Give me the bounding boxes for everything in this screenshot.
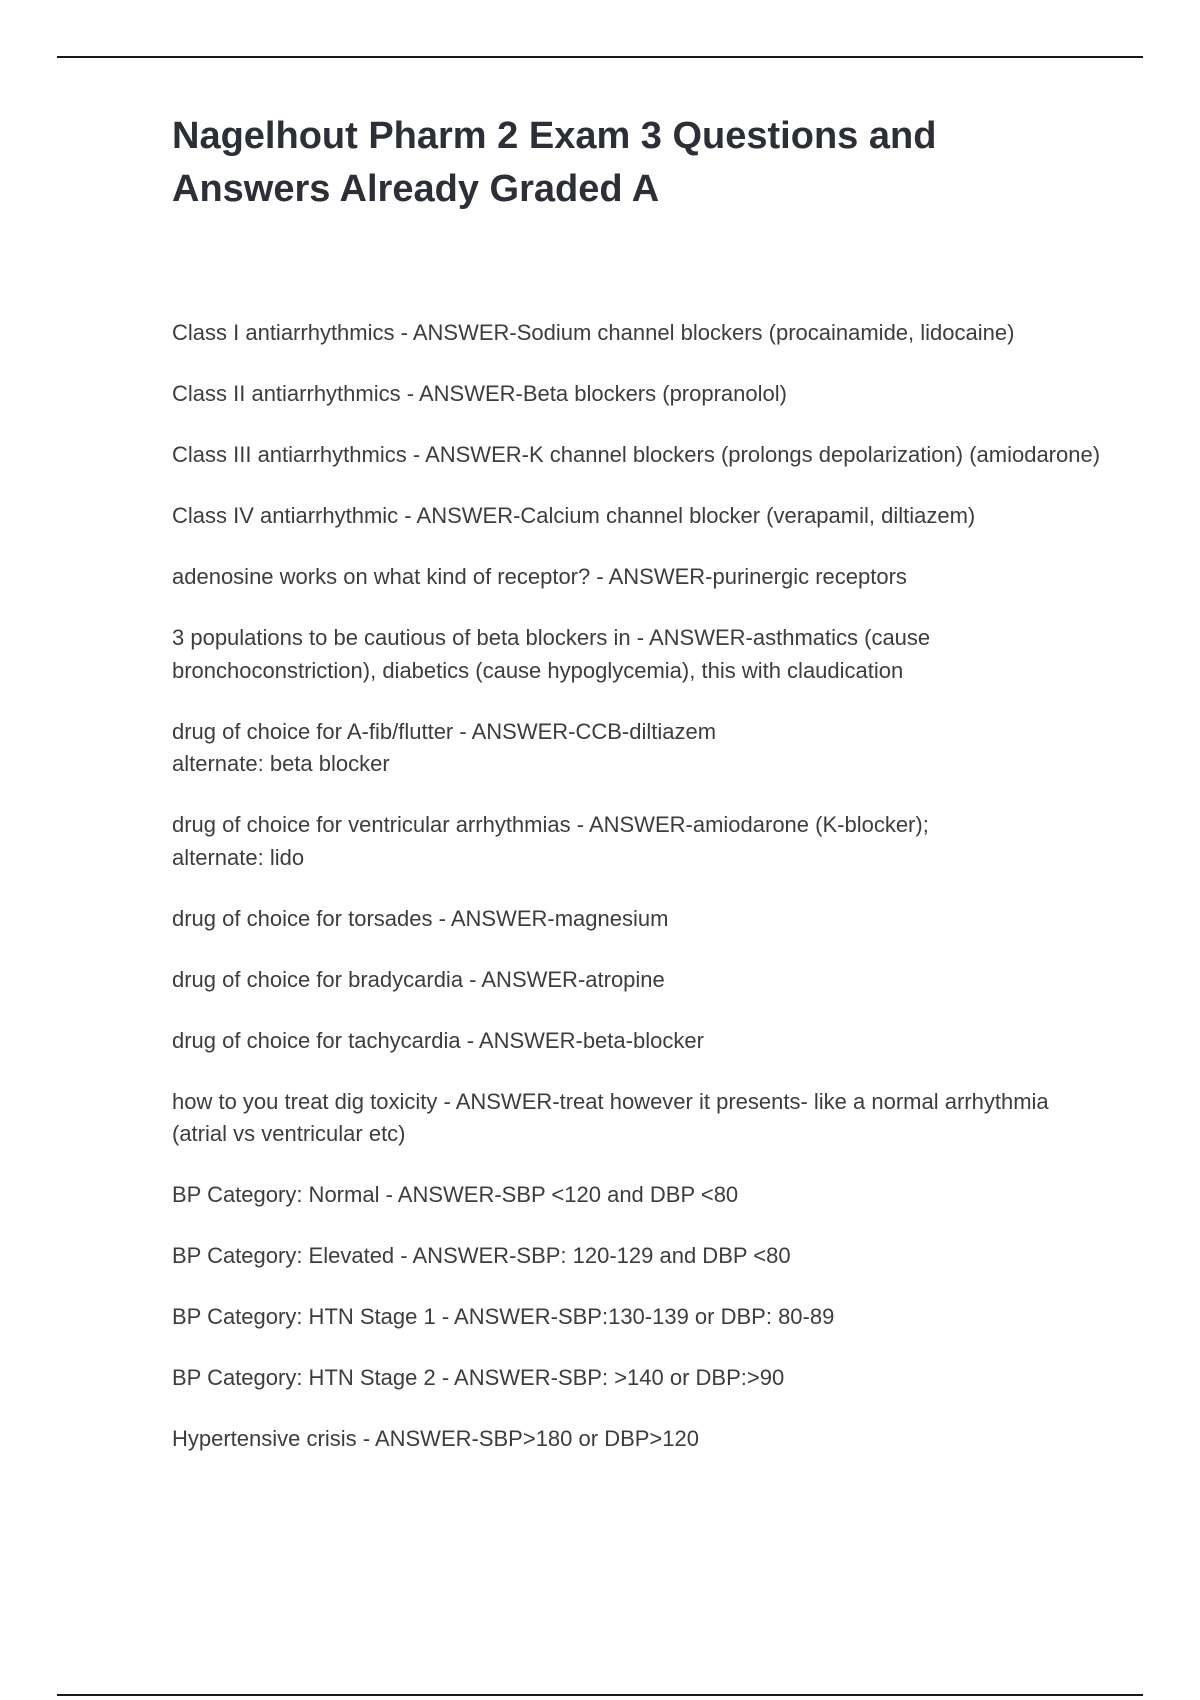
qa-item: BP Category: HTN Stage 1 - ANSWER-SBP:130-139 or DBP: 80-89: [172, 1304, 835, 1329]
qa-item: Class III antiarrhythmics - ANSWER-K channel blockers (prolongs depolarization) (amiodarone): [172, 442, 1101, 467]
qa-item: Class I antiarrhythmics - ANSWER-Sodium channel blockers (procainamide, lidocaine): [172, 320, 1015, 345]
qa-item: drug of choice for torsades - ANSWER-magnesium: [172, 905, 669, 931]
qa-item: 3 populations to be cautious of beta blockers in - ANSWER-asthmatics (cause bronchoconstriction), diabetics (cause hypoglycemia), this with claudication: [172, 625, 931, 683]
qa-item: drug of choice for A-fib/flutter - ANSWER-CCB-diltiazem alternate: beta blocker: [172, 718, 717, 776]
qa-item: BP Category: HTN Stage 2 - ANSWER-SBP: >140 or DBP:>90: [172, 1365, 785, 1390]
qa-item: adenosine works on what kind of receptor? - ANSWER-purinergic receptors: [172, 564, 907, 589]
qa-item: drug of choice for ventricular arrhythmias - ANSWER-amiodarone (K-blocker); alternate: lido: [172, 812, 929, 870]
qa-item: Class II antiarrhythmics - ANSWER-Beta blockers (propranolol): [172, 381, 787, 406]
qa-list: [172, 317, 1102, 1484]
qa-item: BP Category: Normal - ANSWER-SBP <120 and DBP <80: [172, 1182, 739, 1207]
document-title: Nagelhout Pharm 2 Exam 3 Questions and Answers Already Graded A: [172, 115, 937, 210]
qa-item: drug of choice for bradycardia - ANSWER-atropine: [172, 966, 665, 992]
bottom-divider: [57, 1694, 1143, 1696]
qa-item: Hypertensive crisis - ANSWER-SBP>180 or DBP>120: [172, 1426, 699, 1451]
qa-item: Class IV antiarrhythmic - ANSWER-Calcium channel blocker (verapamil, diltiazem): [172, 503, 976, 528]
qa-item: drug of choice for tachycardia - ANSWER-beta-blocker: [172, 1027, 704, 1053]
top-divider: [57, 56, 1143, 58]
qa-item: BP Category: Elevated - ANSWER-SBP: 120-129 and DBP <80: [172, 1243, 791, 1268]
qa-item: how to you treat dig toxicity - ANSWER-treat however it presents- like a normal arrhythmia (atrial vs ventricular etc): [172, 1088, 1049, 1146]
